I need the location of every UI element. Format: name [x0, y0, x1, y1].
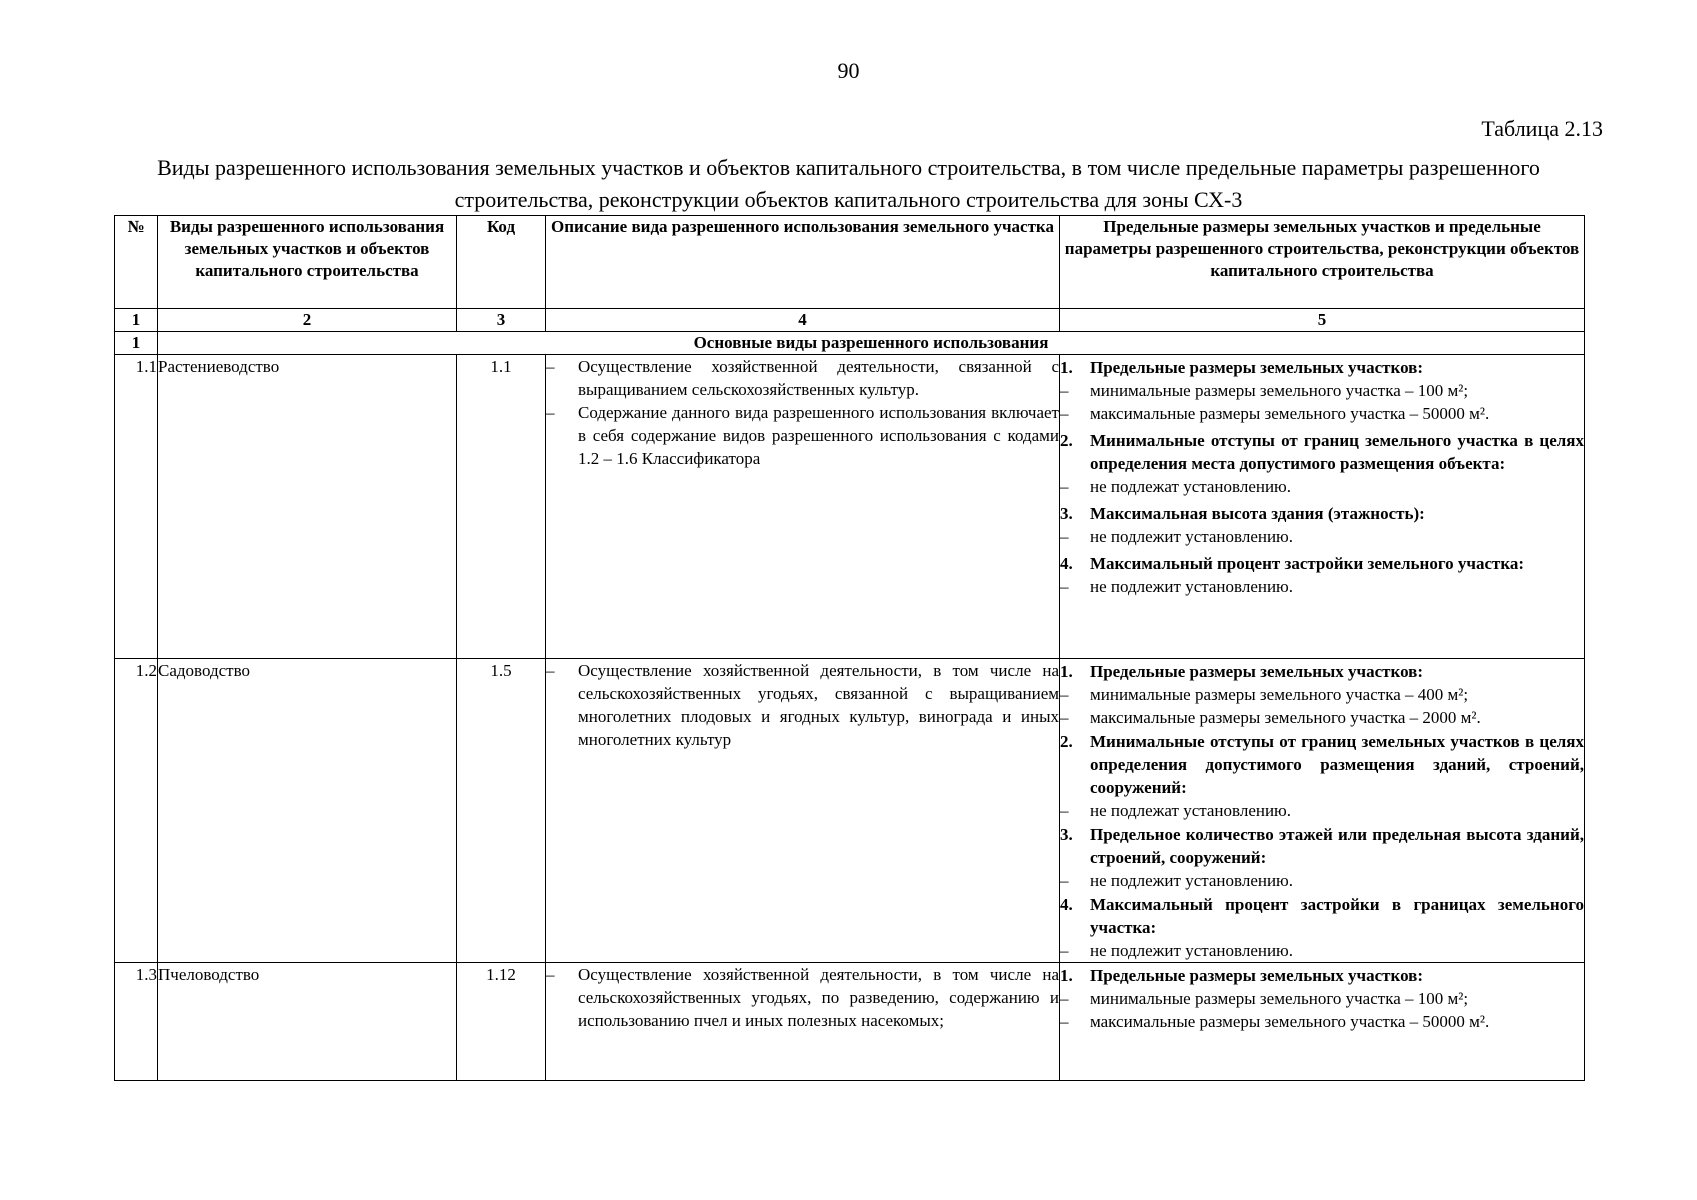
- parameter-heading: 1. Предельные размеры земельных участков:: [1060, 662, 1424, 681]
- use-parameters: [1060, 659, 1585, 963]
- header-number: №: [115, 216, 158, 309]
- use-description: [546, 659, 1060, 963]
- header-parameters: Предельные размеры земельных участков и предельные параметры разрешенного строительства, реконструкции объектов капитального строительства: [1060, 216, 1585, 309]
- use-type-code: 1.5: [457, 659, 546, 963]
- description-item: – Осуществление хозяйственной деятельности, связанной с выращиванием сельскохозяйственных культур.: [546, 357, 1059, 399]
- parameter-heading: 4. Максимальный процент застройки в границах земельного участка:: [1060, 895, 1584, 937]
- use-type-name: Пчеловодство: [158, 963, 457, 1081]
- row-number: 1.2: [115, 659, 158, 963]
- header-description: Описание вида разрешенного использования земельного участка: [546, 216, 1060, 309]
- parameter-heading: 2. Минимальные отступы от границ земельного участка в целях определения места допустимого размещения объекта:: [1060, 431, 1584, 473]
- parameter-value: – минимальные размеры земельного участка – 100 м²;: [1060, 989, 1469, 1008]
- parameter-value: – не подлежат установлению.: [1060, 477, 1292, 496]
- parameter-heading: 3. Предельное количество этажей или предельная высота зданий, строений, сооружений:: [1060, 825, 1584, 867]
- section-number: 1: [115, 332, 158, 355]
- header-use-type: Виды разрешенного использования земельных участков и объектов капитального строительства: [158, 216, 457, 309]
- parameter-value: – максимальные размеры земельного участка – 50000 м².: [1060, 404, 1490, 423]
- column-number: 4: [546, 309, 1060, 332]
- section-title: Основные виды разрешенного использования: [158, 332, 1585, 355]
- parameter-value: – максимальные размеры земельного участка – 2000 м².: [1060, 708, 1481, 727]
- parameter-value: – не подлежит установлению.: [1060, 577, 1294, 596]
- parameter-value: – не подлежит установлению.: [1060, 941, 1294, 960]
- parameter-heading: 3. Максимальная высота здания (этажность):: [1060, 504, 1425, 523]
- zoning-table: [114, 215, 1585, 1081]
- page-number: 90: [837, 58, 860, 83]
- use-type-code: 1.12: [457, 963, 546, 1081]
- column-number: 5: [1060, 309, 1585, 332]
- parameter-value: – максимальные размеры земельного участка – 50000 м².: [1060, 1012, 1490, 1031]
- parameter-value: – минимальные размеры земельного участка – 400 м²;: [1060, 685, 1469, 704]
- parameter-heading: 1. Предельные размеры земельных участков:: [1060, 966, 1424, 985]
- use-parameters: [1060, 963, 1585, 1081]
- column-number: 1: [115, 309, 158, 332]
- description-item: – Содержание данного вида разрешенного использования включает в себя содержание видов разрешенного использования с кодами 1.2 – 1.6 Классификатора: [546, 403, 1059, 468]
- column-number: 3: [457, 309, 546, 332]
- use-type-name: Растениеводство: [158, 355, 457, 659]
- parameter-heading: 1. Предельные размеры земельных участков:: [1060, 358, 1424, 377]
- table-row: [115, 963, 1585, 1081]
- parameter-value: – не подлежит установлению.: [1060, 527, 1294, 546]
- parameter-value: – не подлежит установлению.: [1060, 871, 1294, 890]
- header-code: Код: [457, 216, 546, 309]
- use-type-code: 1.1: [457, 355, 546, 659]
- table-title: Виды разрешенного использования земельных участков и объектов капитального строительства, в том числе предельные параметры разрешенного строительства, реконструкции объектов капитального строительства для зоны СХ-3: [157, 155, 1540, 212]
- header-row: [115, 216, 1585, 309]
- row-number: 1.3: [115, 963, 158, 1081]
- use-description: [546, 963, 1060, 1081]
- parameter-value: – минимальные размеры земельного участка – 100 м²;: [1060, 381, 1469, 400]
- table-row: [115, 355, 1585, 659]
- parameter-value: – не подлежат установлению.: [1060, 801, 1292, 820]
- parameter-heading: 4. Максимальный процент застройки земельного участка:: [1060, 554, 1525, 573]
- parameter-heading: 2. Минимальные отступы от границ земельных участков в целях определения допустимого размещения зданий, строений, сооружений:: [1060, 732, 1584, 797]
- column-numbers-row: [115, 309, 1585, 332]
- column-number: 2: [158, 309, 457, 332]
- use-parameters: [1060, 355, 1585, 659]
- table-label: Таблица 2.13: [1481, 116, 1603, 141]
- description-item: – Осуществление хозяйственной деятельности, в том числе на сельскохозяйственных угодьях, связанной с выращиванием многолетних плодовых и ягодных культур, винограда и иных многолетних культур: [546, 661, 1059, 749]
- use-type-name: Садоводство: [158, 659, 457, 963]
- table-row: [115, 659, 1585, 963]
- row-number: 1.1: [115, 355, 158, 659]
- use-description: [546, 355, 1060, 659]
- description-item: – Осуществление хозяйственной деятельности, в том числе на сельскохозяйственных угодьях, по разведению, содержанию и использованию пчел и иных полезных насекомых;: [546, 965, 1059, 1030]
- section-row: [115, 332, 1585, 355]
